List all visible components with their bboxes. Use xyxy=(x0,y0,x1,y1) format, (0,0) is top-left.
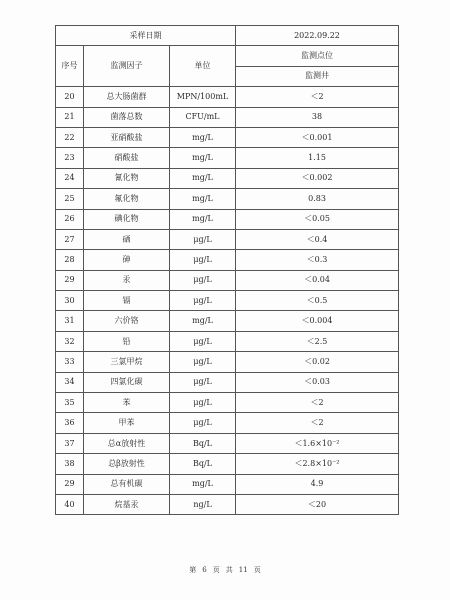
cell-unit: μg/L xyxy=(170,270,236,290)
table-row xyxy=(56,270,399,290)
table-row xyxy=(56,352,399,372)
cell-no: 25 xyxy=(56,189,84,209)
cell-no: 40 xyxy=(56,494,84,514)
cell-no: 36 xyxy=(56,413,84,433)
cell-factor: 铅 xyxy=(84,331,170,351)
cell-factor: 氟化物 xyxy=(84,189,170,209)
table-row xyxy=(56,494,399,514)
cell-no: 38 xyxy=(56,454,84,474)
cell-value: ＜0.5 xyxy=(236,291,399,311)
cell-no: 31 xyxy=(56,311,84,331)
cell-unit: μg/L xyxy=(170,331,236,351)
cell-factor: 四氯化碳 xyxy=(84,372,170,392)
cell-factor: 总β放射性 xyxy=(84,454,170,474)
table-row xyxy=(56,250,399,270)
table-row xyxy=(56,474,399,494)
footer-page-number: 6 xyxy=(202,566,207,574)
header-site: 监测井 xyxy=(236,66,399,86)
cell-value: ＜0.3 xyxy=(236,250,399,270)
cell-no: 34 xyxy=(56,372,84,392)
cell-value: ＜2.5 xyxy=(236,331,399,351)
cell-value: ＜2 xyxy=(236,393,399,413)
footer-total-unit: 页 xyxy=(253,566,261,574)
table-row xyxy=(56,372,399,392)
cell-unit: ng/L xyxy=(170,494,236,514)
header-row xyxy=(56,46,399,66)
cell-no: 27 xyxy=(56,229,84,249)
cell-value: ＜0.02 xyxy=(236,352,399,372)
cell-unit: mg/L xyxy=(170,311,236,331)
table-row xyxy=(56,311,399,331)
cell-unit: μg/L xyxy=(170,291,236,311)
cell-value: 0.83 xyxy=(236,189,399,209)
monitoring-table xyxy=(55,25,399,515)
table-row xyxy=(56,127,399,147)
cell-unit: μg/L xyxy=(170,413,236,433)
header-factor: 监测因子 xyxy=(84,46,170,87)
cell-factor: 碘化物 xyxy=(84,209,170,229)
table-row xyxy=(56,209,399,229)
cell-no: 35 xyxy=(56,393,84,413)
cell-unit: CFU/mL xyxy=(170,107,236,127)
footer-total-pages: 11 xyxy=(238,566,248,574)
cell-unit: Bq/L xyxy=(170,454,236,474)
cell-unit: MPN/100mL xyxy=(170,87,236,107)
cell-no: 30 xyxy=(56,291,84,311)
cell-no: 32 xyxy=(56,331,84,351)
cell-factor: 硝酸盐 xyxy=(84,148,170,168)
cell-factor: 汞 xyxy=(84,270,170,290)
cell-value: ＜2 xyxy=(236,413,399,433)
cell-value: 1.15 xyxy=(236,148,399,168)
table-row xyxy=(56,291,399,311)
table-row xyxy=(56,148,399,168)
cell-no: 24 xyxy=(56,168,84,188)
cell-value: ＜0.4 xyxy=(236,229,399,249)
cell-value: ＜2 xyxy=(236,87,399,107)
cell-unit: mg/L xyxy=(170,209,236,229)
cell-unit: μg/L xyxy=(170,250,236,270)
cell-no: 33 xyxy=(56,352,84,372)
cell-no: 28 xyxy=(56,250,84,270)
cell-unit: mg/L xyxy=(170,474,236,494)
cell-factor: 砷 xyxy=(84,250,170,270)
cell-value: ＜20 xyxy=(236,494,399,514)
cell-value: ＜2.8×10⁻² xyxy=(236,454,399,474)
sampling-date-value: 2022.09.22 xyxy=(236,26,399,46)
cell-factor: 总大肠菌群 xyxy=(84,87,170,107)
page-footer xyxy=(0,565,450,575)
header-no: 序号 xyxy=(56,46,84,87)
cell-unit: μg/L xyxy=(170,372,236,392)
cell-unit: μg/L xyxy=(170,352,236,372)
cell-unit: μg/L xyxy=(170,393,236,413)
cell-factor: 烷基汞 xyxy=(84,494,170,514)
cell-unit: mg/L xyxy=(170,127,236,147)
cell-unit: μg/L xyxy=(170,229,236,249)
cell-no: 37 xyxy=(56,433,84,453)
cell-value: ＜0.001 xyxy=(236,127,399,147)
footer-page-unit: 页 xyxy=(212,566,220,574)
cell-no: 29 xyxy=(56,474,84,494)
cell-no: 21 xyxy=(56,107,84,127)
cell-value: 4.9 xyxy=(236,474,399,494)
table-row xyxy=(56,229,399,249)
table-row xyxy=(56,87,399,107)
cell-factor: 镉 xyxy=(84,291,170,311)
cell-factor: 亚硝酸盐 xyxy=(84,127,170,147)
cell-value: ＜1.6×10⁻² xyxy=(236,433,399,453)
sampling-date-label: 采样日期 xyxy=(56,26,236,46)
cell-factor: 氰化物 xyxy=(84,168,170,188)
cell-value: ＜0.03 xyxy=(236,372,399,392)
table-row xyxy=(56,413,399,433)
cell-no: 22 xyxy=(56,127,84,147)
cell-no: 23 xyxy=(56,148,84,168)
cell-value: ＜0.04 xyxy=(236,270,399,290)
cell-value: ＜0.05 xyxy=(236,209,399,229)
cell-factor: 六价铬 xyxy=(84,311,170,331)
cell-no: 20 xyxy=(56,87,84,107)
cell-factor: 总α放射性 xyxy=(84,433,170,453)
cell-factor: 甲苯 xyxy=(84,413,170,433)
cell-value: 38 xyxy=(236,107,399,127)
table-row xyxy=(56,454,399,474)
footer-prefix: 第 xyxy=(189,566,197,574)
table-row xyxy=(56,393,399,413)
cell-unit: mg/L xyxy=(170,148,236,168)
cell-unit: mg/L xyxy=(170,189,236,209)
table-row xyxy=(56,189,399,209)
cell-factor: 三氯甲烷 xyxy=(84,352,170,372)
cell-factor: 苯 xyxy=(84,393,170,413)
table-row xyxy=(56,107,399,127)
table-row xyxy=(56,168,399,188)
cell-factor: 总有机碳 xyxy=(84,474,170,494)
cell-unit: Bq/L xyxy=(170,433,236,453)
table-row xyxy=(56,433,399,453)
header-site-group: 监测点位 xyxy=(236,46,399,66)
cell-value: ＜0.002 xyxy=(236,168,399,188)
table-row xyxy=(56,331,399,351)
cell-factor: 硒 xyxy=(84,229,170,249)
header-unit: 单位 xyxy=(170,46,236,87)
cell-no: 29 xyxy=(56,270,84,290)
sampling-date-row xyxy=(56,26,399,46)
cell-unit: mg/L xyxy=(170,168,236,188)
cell-factor: 菌落总数 xyxy=(84,107,170,127)
cell-value: ＜0.004 xyxy=(236,311,399,331)
cell-no: 26 xyxy=(56,209,84,229)
footer-total-prefix: 共 xyxy=(225,566,233,574)
